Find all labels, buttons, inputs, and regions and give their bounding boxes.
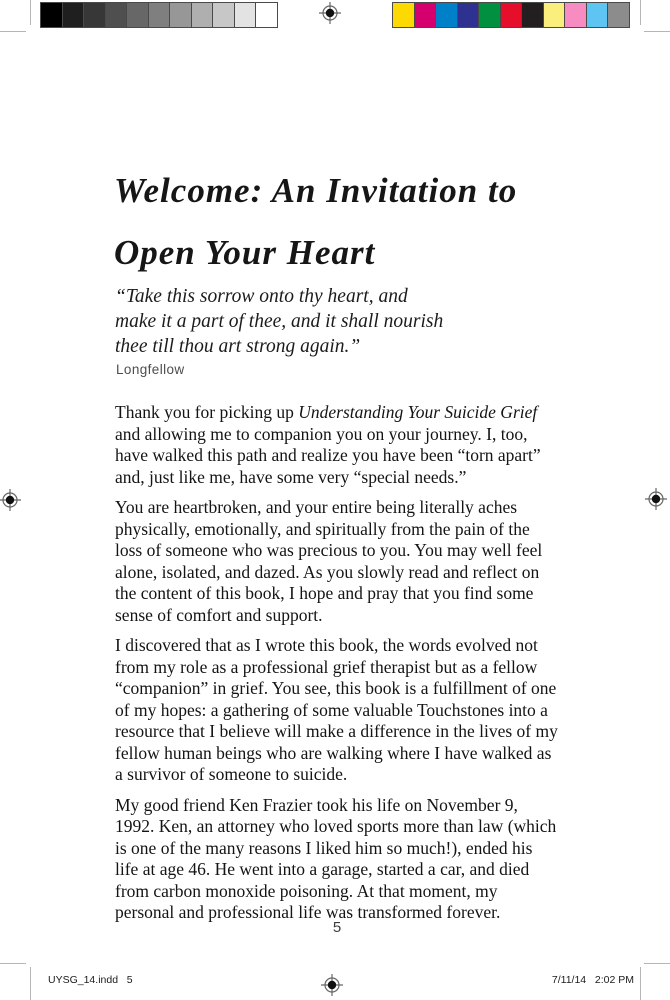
- paragraph: You are heartbroken, and your entire being literally aches physically, emotionally, and spiritually from the pain of the loss of someone who was precious to you. You may well feel alone, isolated, and dazed. As you slowly read and reflect on the content of this book, I hope and pray that you find some sense of comfort and support.: [115, 497, 543, 625]
- registration-mark-icon: [0, 489, 21, 511]
- color-swatch: [521, 2, 544, 28]
- crop-mark: [0, 963, 26, 964]
- registration-mark-icon: [319, 2, 341, 24]
- color-swatch: [478, 2, 501, 28]
- body-text: [115, 402, 559, 933]
- color-swatch: [148, 2, 171, 28]
- paragraph: [115, 402, 559, 488]
- epigraph-line: “Take this sorrow onto thy heart, and: [115, 286, 408, 307]
- color-swatch: [40, 2, 63, 28]
- color-swatch: [234, 2, 257, 28]
- color-swatch: [392, 2, 415, 28]
- crop-mark: [640, 0, 641, 25]
- chapter-title-line1: Welcome: An Invitation to: [114, 171, 518, 210]
- paragraph-text: and allowing me to companion you on your journey. I, too, have walked this path and realize you have been “torn apart” and, just like me, have some very “special needs.”: [115, 423, 541, 487]
- color-swatch: [255, 2, 278, 28]
- epigraph-quote: [115, 284, 575, 359]
- registration-mark-icon: [645, 488, 667, 510]
- color-swatch: [457, 2, 480, 28]
- epigraph-line: make it a part of thee, and it shall nourish: [115, 311, 444, 332]
- epigraph-attribution: Longfellow: [116, 362, 185, 377]
- page-number: 5: [332, 919, 342, 936]
- crop-mark: [640, 967, 641, 1000]
- color-swatch: [169, 2, 192, 28]
- crop-mark: [30, 0, 31, 25]
- paragraph: My good friend Ken Frazier took his life on November 9, 1992. Ken, an attorney who loved sports more than law (which is one of the many reasons I liked him so much!), ended his life at age 46. He went into a garage, started a car, and died from carbon monoxide poisoning. At that moment, my personal and professional life was transformed forever.: [115, 794, 557, 922]
- color-swatch: [435, 2, 458, 28]
- color-swatch: [212, 2, 235, 28]
- color-swatch: [586, 2, 609, 28]
- color-swatch: [607, 2, 630, 28]
- color-swatch: [105, 2, 128, 28]
- chapter-title-line2: Open Your Heart: [114, 233, 376, 272]
- book-title-italic: Understanding Your Suicide Grief: [298, 402, 538, 422]
- color-swatch: [500, 2, 523, 28]
- color-swatch: [543, 2, 566, 28]
- color-calibration-bar: [392, 2, 630, 28]
- crop-mark: [0, 31, 26, 32]
- grayscale-calibration-bar: [40, 2, 278, 28]
- crop-mark: [30, 967, 31, 1000]
- paragraph-text: Thank you for picking up: [115, 402, 299, 422]
- registration-mark-icon: [321, 974, 343, 996]
- color-swatch: [62, 2, 85, 28]
- footer-timestamp: 7/11/14 2:02 PM: [551, 974, 634, 986]
- color-swatch: [414, 2, 437, 28]
- color-swatch: [191, 2, 214, 28]
- chapter-title: [114, 160, 594, 284]
- epigraph-line: thee till thou art strong again.”: [115, 336, 361, 357]
- paragraph: I discovered that as I wrote this book, the words evolved not from my role as a professional grief therapist but as a fellow “companion” in grief. You see, this book is a fulfillment of one of my hopes: a gathering of some valuable Touchstones into a resource that I believe will make a difference in the lives of my fellow human beings who are walking where I have walked as a survivor of someone to suicide.: [115, 635, 558, 784]
- color-swatch: [83, 2, 106, 28]
- crop-mark: [644, 963, 670, 964]
- crop-mark: [644, 31, 670, 32]
- color-swatch: [564, 2, 587, 28]
- footer-file-slug: UYSG_14.indd 5: [48, 974, 133, 986]
- color-swatch: [126, 2, 149, 28]
